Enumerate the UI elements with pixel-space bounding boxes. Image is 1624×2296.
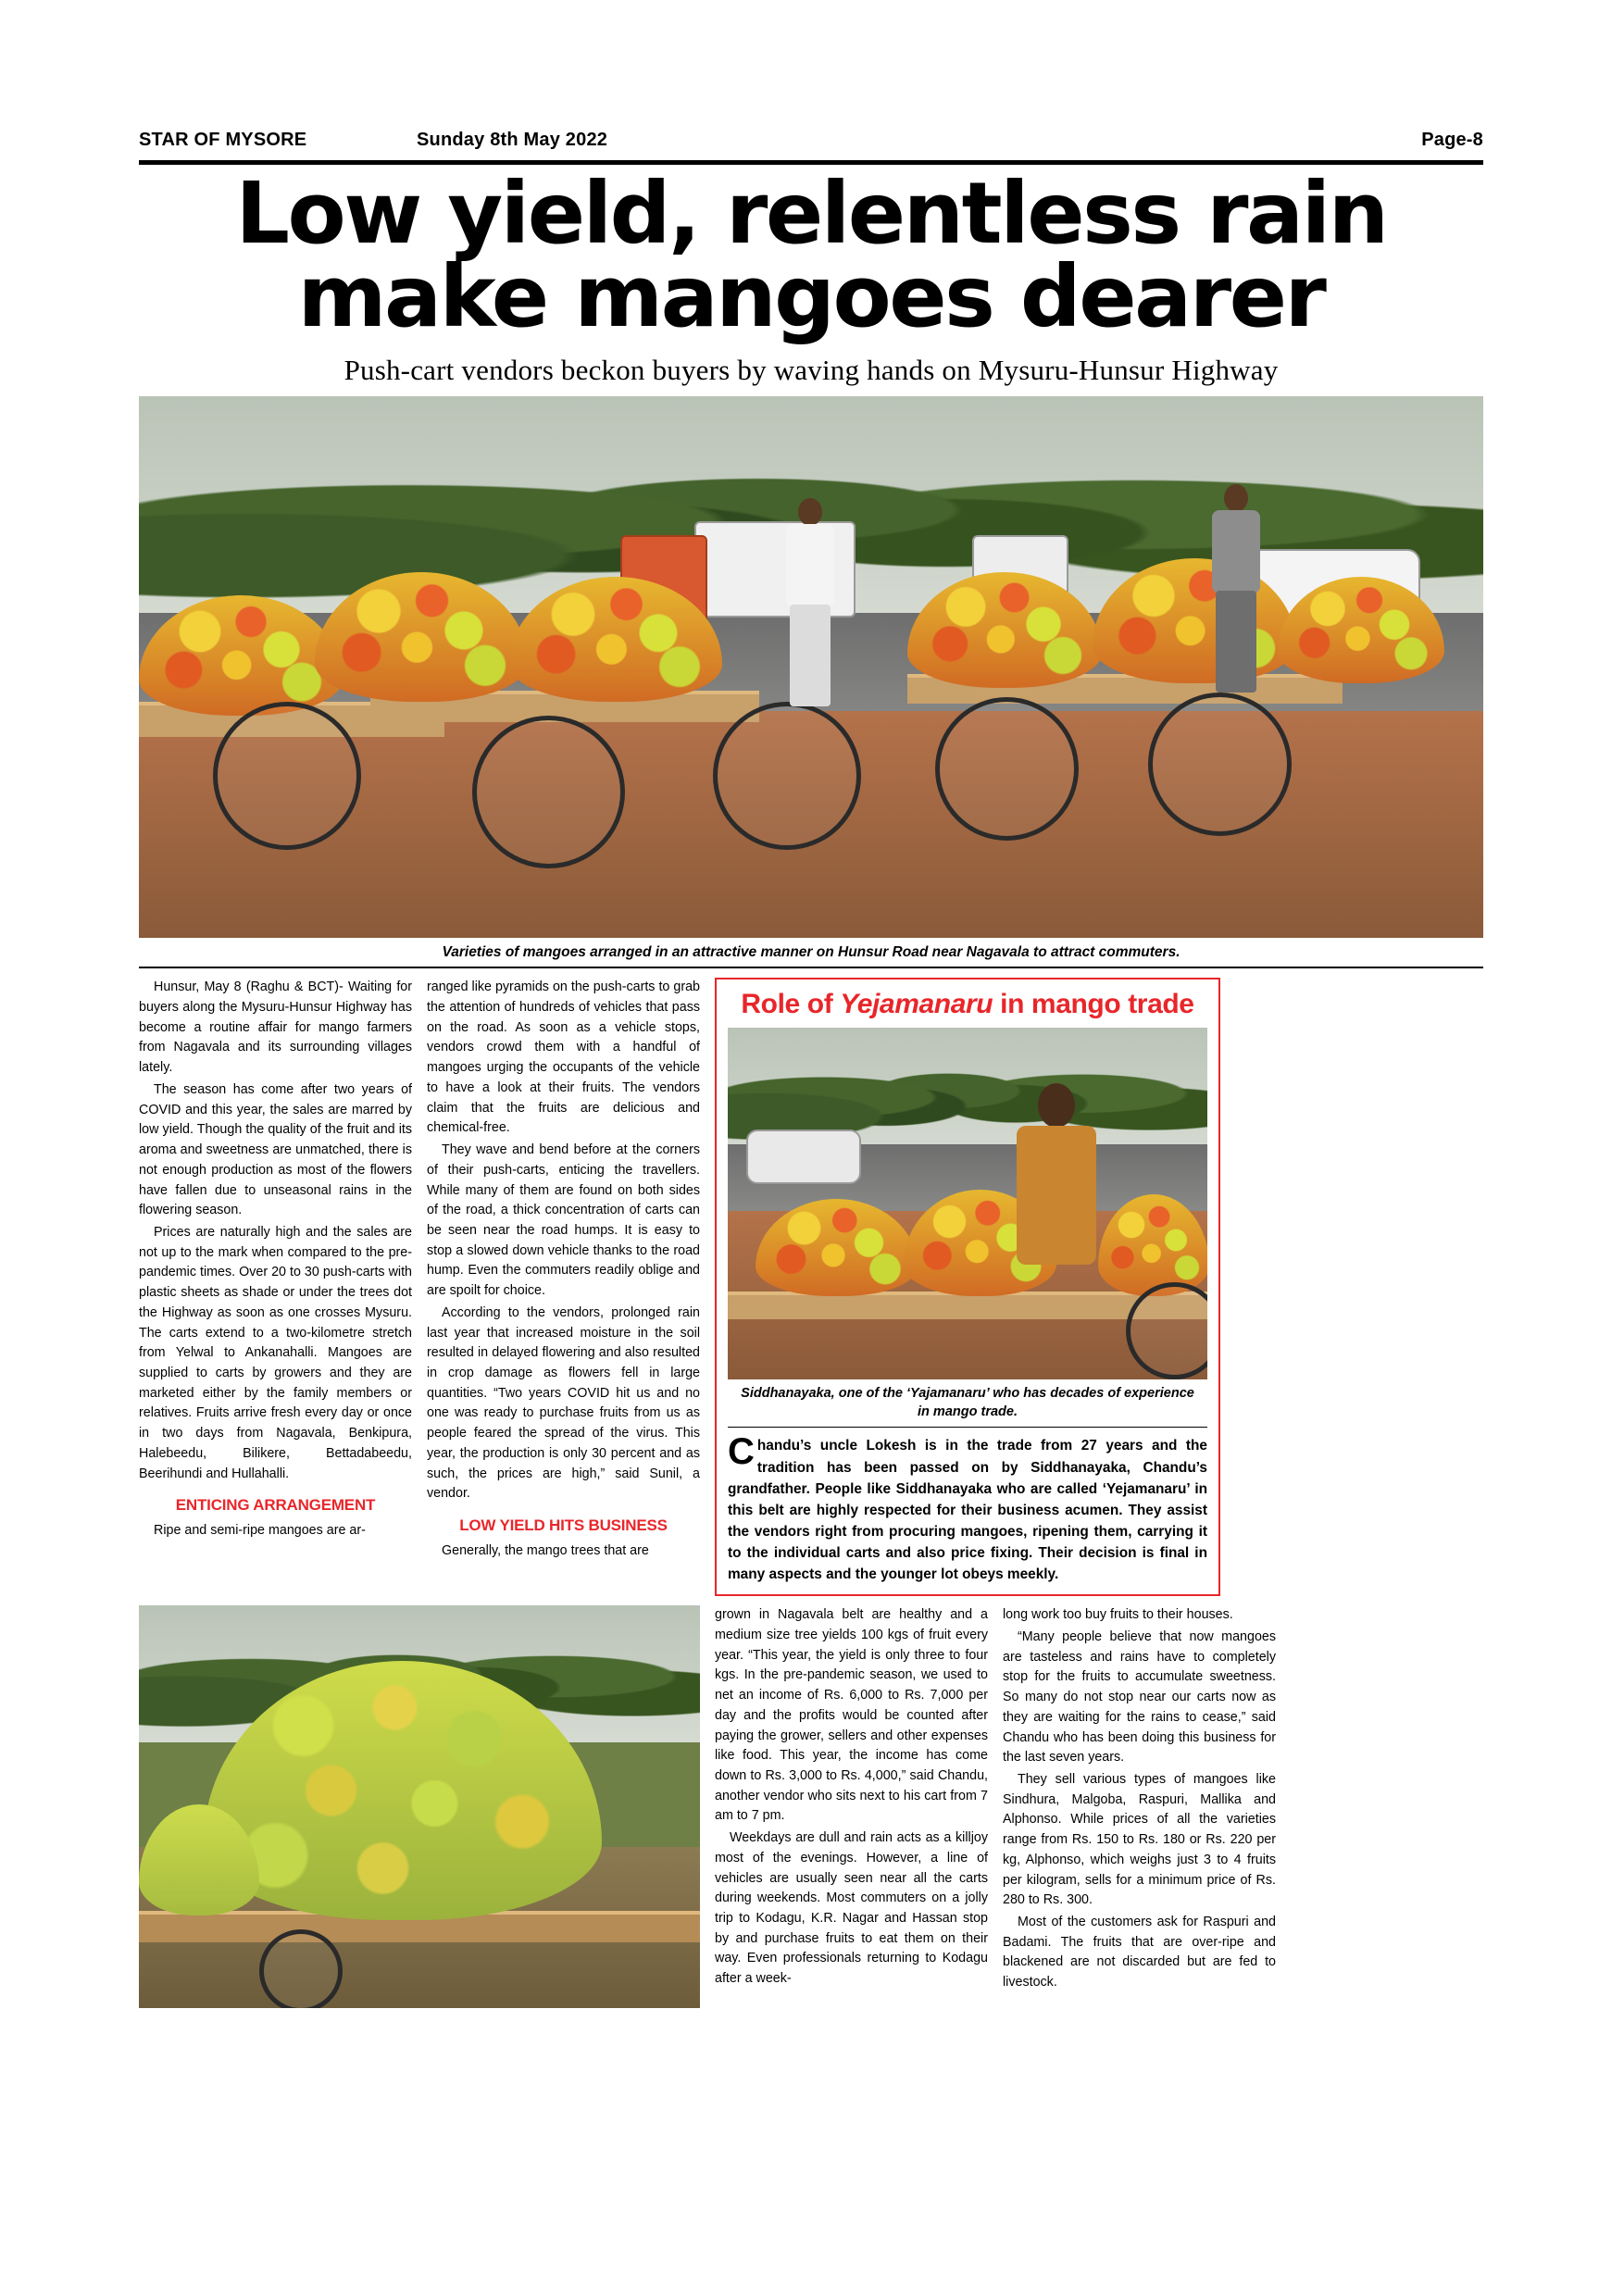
masthead <box>139 130 1483 160</box>
paragraph: Most of the customers ask for Raspuri and Badami. The fruits that are over-ripe and blackened are not discarded but are fed to livestock. <box>1003 1914 1276 1990</box>
headline-line-1: Low yield, relentless rain <box>235 164 1387 263</box>
paragraph: long work too buy fruits to their houses. <box>1003 1607 1233 1623</box>
photo-vendor-torso <box>786 524 834 607</box>
paragraph: They sell various types of mangoes like Sindhura, Malgoba, Raspuri, Mallika and Alphonso. While prices of all the varieties range from Rs. 150 to Rs. 180 or Rs. 220 per kg, Alphonso, which weighs just 3 to 4 fruits per kilogram, sells for a minimum price of Rs. 280 to Rs. 300. <box>1003 1771 1276 1908</box>
page-title <box>139 164 1483 347</box>
photo-vendor-legs <box>1216 591 1256 693</box>
lower-photo <box>139 1605 700 2008</box>
article-column-4 <box>1003 1605 1276 2008</box>
sidebar-dropcap: C <box>728 1431 755 1473</box>
masthead-page-number: Page-8 <box>1421 130 1483 150</box>
photo-cart-wheel <box>472 716 625 868</box>
masthead-paper-name: STAR OF MYSORE <box>139 130 307 150</box>
photo-cart-wheel <box>713 702 861 850</box>
headline-line-2: make mangoes dearer <box>297 247 1325 347</box>
sidebar-body-text <box>728 1431 1207 1585</box>
section-subhead-lowyield: LOW YIELD HITS BUSINESS <box>459 1516 668 1534</box>
sidebar-box-title <box>728 989 1207 1020</box>
photo-cart-wheel <box>935 697 1079 841</box>
paragraph: They wave and bend before at the corners of their push-carts, enticing the travellers. While many of them are found on both sides of the road, a thick concentration of carts can be seen near the road humps. It is easy to stop a slowed down vehicle thanks to the road hump. Even the commuters readily oblige and are spoilt for choice. <box>427 1142 700 1299</box>
sidebar-photo-car <box>746 1129 861 1184</box>
paragraph: Hunsur, May 8 (Raghu & BCT)- Waiting for buyers along the Mysuru-Hunsur Highway has become a routine affair for mango farmers from Nagavala and its surrounding villages lately. <box>139 980 412 1076</box>
sidebar-title-after: in mango trade <box>993 989 1194 1020</box>
sidebar-photo-caption: Siddhanayaka, one of the ‘Yajamanaru’ who has decades of experience in mango trade. <box>728 1379 1207 1428</box>
sidebar-title-before: Role of <box>741 989 841 1020</box>
photo-cart-wheel <box>213 702 361 850</box>
top-columns <box>139 978 1483 1596</box>
paragraph: “Many people believe that now mangoes are tasteless and rains have to completely stop for the fruits to accumulate sweetness. So many do not stop near our carts now as they are waiting for the rains to cease,” said Chandu who has been doing this business for the last seven years. <box>1003 1628 1276 1766</box>
sidebar-photo-head <box>1038 1083 1075 1128</box>
photo-vendor-head <box>798 498 822 526</box>
paragraph: According to the vendors, prolonged rain last year that increased moisture in the soil resulted in delayed flowering and also resulted in crop damage as flowers fell in large quantities. “Two years COVID hit us and no one was ready to purchase fruits from us as people feared the spread of the virus. This year, the production is only 30 percent and as such, the prices are high,” said Sunil, a vendor. <box>427 1304 700 1502</box>
bottom-columns <box>139 1605 1483 2008</box>
article-column-1 <box>139 978 412 1596</box>
section-subhead-enticing: ENTICING ARRANGEMENT <box>175 1496 376 1515</box>
sidebar-body-paragraph: handu’s uncle Lokesh is in the trade from 27 years and the tradition has been passed on by Siddhanayaka, Chandu’s grandfather. People like Siddhanayaka who are called ‘Yejamanaru’ in this belt are highly respected for their business acumen. They assist the vendors right from procuring mangoes, ripening them, carrying it to the individual carts and also price fixing. Their decision is final in many aspects and the younger lot obeys meekly. <box>728 1438 1207 1583</box>
photo-vendor-legs <box>790 605 831 706</box>
sidebar-photo <box>728 1028 1207 1379</box>
paragraph: Prices are naturally high and the sales are not up to the mark when compared to the pre-pandemic times. Over 20 to 30 push-carts with plastic sheets as shade or under the trees dot the Highway as soon as one crosses Mysuru. The carts extend to a two-kilometre stretch from Yelwal to Ankanahalli. Mangoes are supplied to carts by growers and they are marketed either by the family members or relatives. Fruits arrive fresh every day or once in two days from Nagavala, Benkipura, Halebeedu, Bilikere, Bettadabeedu, Beerihundi and Hullahalli. <box>139 1224 412 1481</box>
photo-vendor-right <box>1204 484 1268 716</box>
article-column-2 <box>427 978 700 1596</box>
headline-subhead: Push-cart vendors beckon buyers by waving hands on Mysuru-Hunsur Highway <box>344 354 1279 387</box>
sidebar-title-italic: Yejamanaru <box>840 989 993 1020</box>
paragraph: Generally, the mango trees that are <box>442 1542 649 1558</box>
paragraph: Ripe and semi-ripe mangoes are ar- <box>154 1523 366 1539</box>
sidebar-photo-yejamanaru <box>1015 1083 1098 1315</box>
masthead-date: Sunday 8th May 2022 <box>417 130 608 150</box>
photo-vendor-torso <box>1212 510 1260 593</box>
paragraph: The season has come after two years of COVID and this year, the sales are marred by low yield. Though the quality of the fruit and its aroma and sweetness are unmatched, there is not enough production as most of the flowers have fallen due to unseasonal rains in the flowering season. <box>139 1081 412 1218</box>
photo-vendor-left <box>778 498 843 720</box>
photo-vendor-head <box>1224 484 1248 512</box>
main-photo-caption: Varieties of mangoes arranged in an attractive manner on Hunsur Road near Nagavala to attract commuters. <box>139 938 1483 968</box>
paragraph: grown in Nagavala belt are healthy and a medium size tree yields 100 kgs of fruit every year. “This year, the yield is only three to four kgs. In the pre-pandemic season, we used to net an income of Rs. 6,000 to Rs. 7,000 per day and the profits would be counted after paying the grower, sellers and other expenses like food. This year, the income has come down to Rs. 3,000 to Rs. 4,000,” said Chandu, another vendor who sits next to his cart from 7 am to 7 pm. <box>715 1607 988 1824</box>
article-column-3 <box>715 1605 988 2008</box>
paragraph: ranged like pyramids on the push-carts to grab the attention of hundreds of vehicles that pass on the road. As soon as a vehicle stops, vendors crowd them with a handful of mangoes urging the occupants of the vehicle to have a look at their fruits. The vendors claim that the fruits are delicious and chemical-free. <box>427 980 700 1136</box>
newspaper-page <box>139 130 1483 2008</box>
sidebar-box-yejamanaru <box>715 978 1220 1596</box>
sidebar-photo-torso <box>1017 1126 1096 1265</box>
main-photo <box>139 396 1483 938</box>
lower-photo-wheel <box>259 1929 343 2008</box>
paragraph: Weekdays are dull and rain acts as a killjoy most of the evenings. However, a line of vehicles are usually seen near all the carts during weekends. Most commuters on a jolly trip to Kodagu, K.R. Nagar and Hassan stop by and purchase fruits to eat them on their way. Even professionals returning to Kodagu after a week- <box>715 1830 988 1987</box>
